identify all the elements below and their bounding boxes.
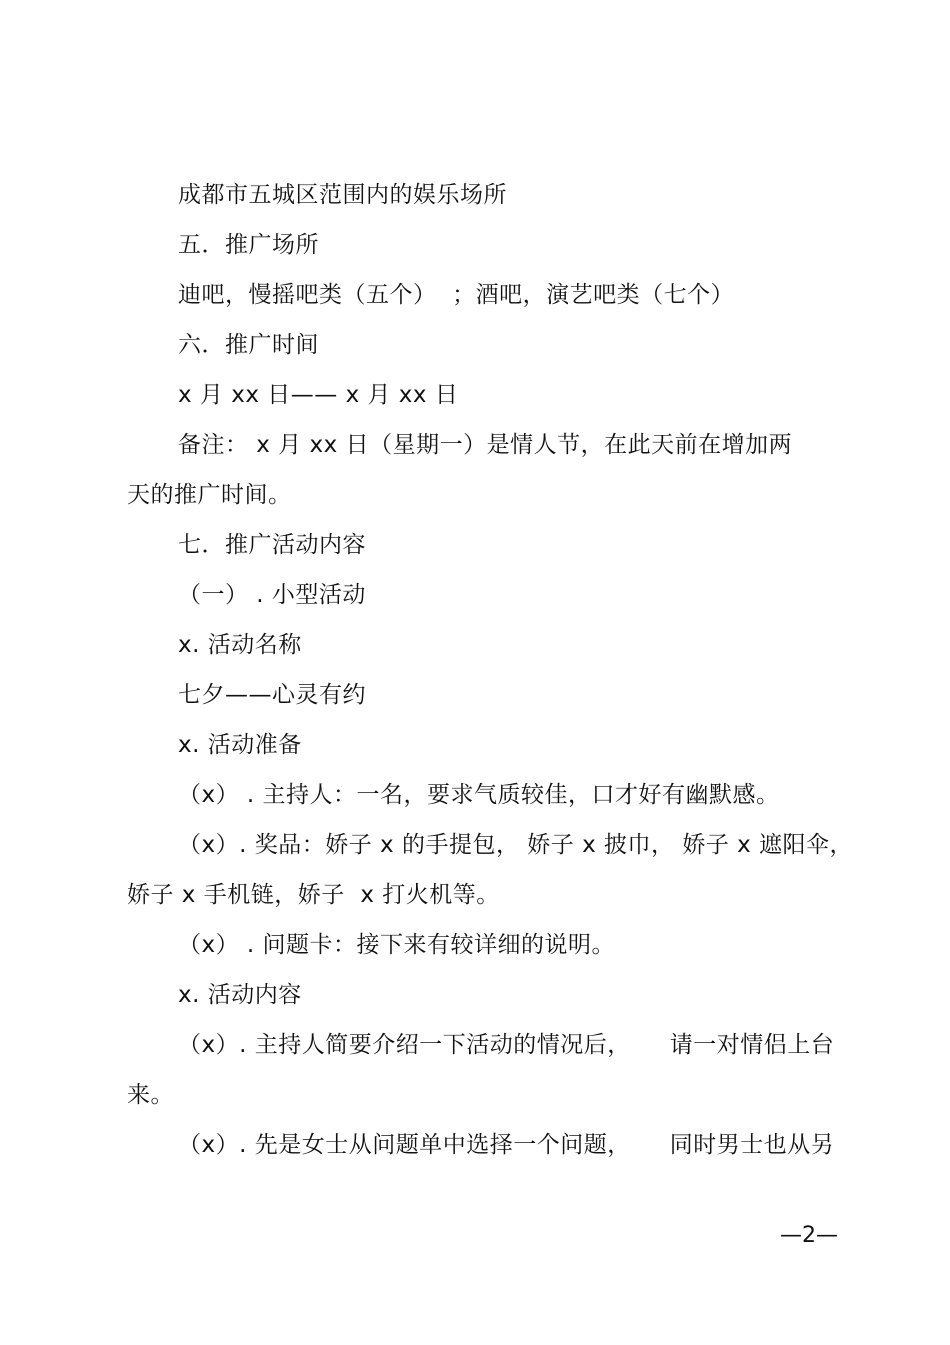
text-line: 迪吧，慢摇吧类（五个） ；酒吧，演艺吧类（七个） — [178, 282, 735, 308]
text-line: （x） . 主持人：一名，要求气质较佳，口才好有幽默感。 — [178, 782, 780, 808]
text-line: 备注： x 月 xx 日（星期一）是情人节，在此天前在增加两 — [178, 432, 793, 458]
text-line: x 月 xx 日—— x 月 xx 日 — [178, 382, 459, 408]
text-line: x. 活动内容 — [178, 982, 302, 1008]
text-line: （x）. 先是女士从问题单中选择一个问题， 同时男士也从另 — [178, 1132, 835, 1158]
section-heading: 七．推广活动内容 — [178, 532, 366, 558]
page-number: —2— — [780, 1223, 838, 1248]
text-line: 七夕——心灵有约 — [178, 682, 366, 708]
section-heading: 五．推广场所 — [178, 232, 319, 258]
text-line: 来。 — [127, 1082, 174, 1108]
text-line: 天的推广时间。 — [127, 482, 292, 508]
text-line: （x）. 主持人简要介绍一下活动的情况后， 请一对情侣上台 — [178, 1032, 835, 1058]
text-line: x. 活动名称 — [178, 632, 302, 658]
subsection-heading: （一） . 小型活动 — [178, 582, 366, 608]
section-heading: 六．推广时间 — [178, 332, 319, 358]
text-line: 娇子 x 手机链，娇子 x 打火机等。 — [127, 882, 500, 908]
text-line: x. 活动准备 — [178, 732, 302, 758]
text-line: （x） . 问题卡：接下来有较详细的说明。 — [178, 932, 616, 958]
text-line: 成都市五城区范围内的娱乐场所 — [178, 182, 507, 208]
text-line: （x）. 奖品：娇子 x 的手提包， 娇子 x 披巾， 娇子 x 遮阳伞， — [178, 832, 854, 858]
